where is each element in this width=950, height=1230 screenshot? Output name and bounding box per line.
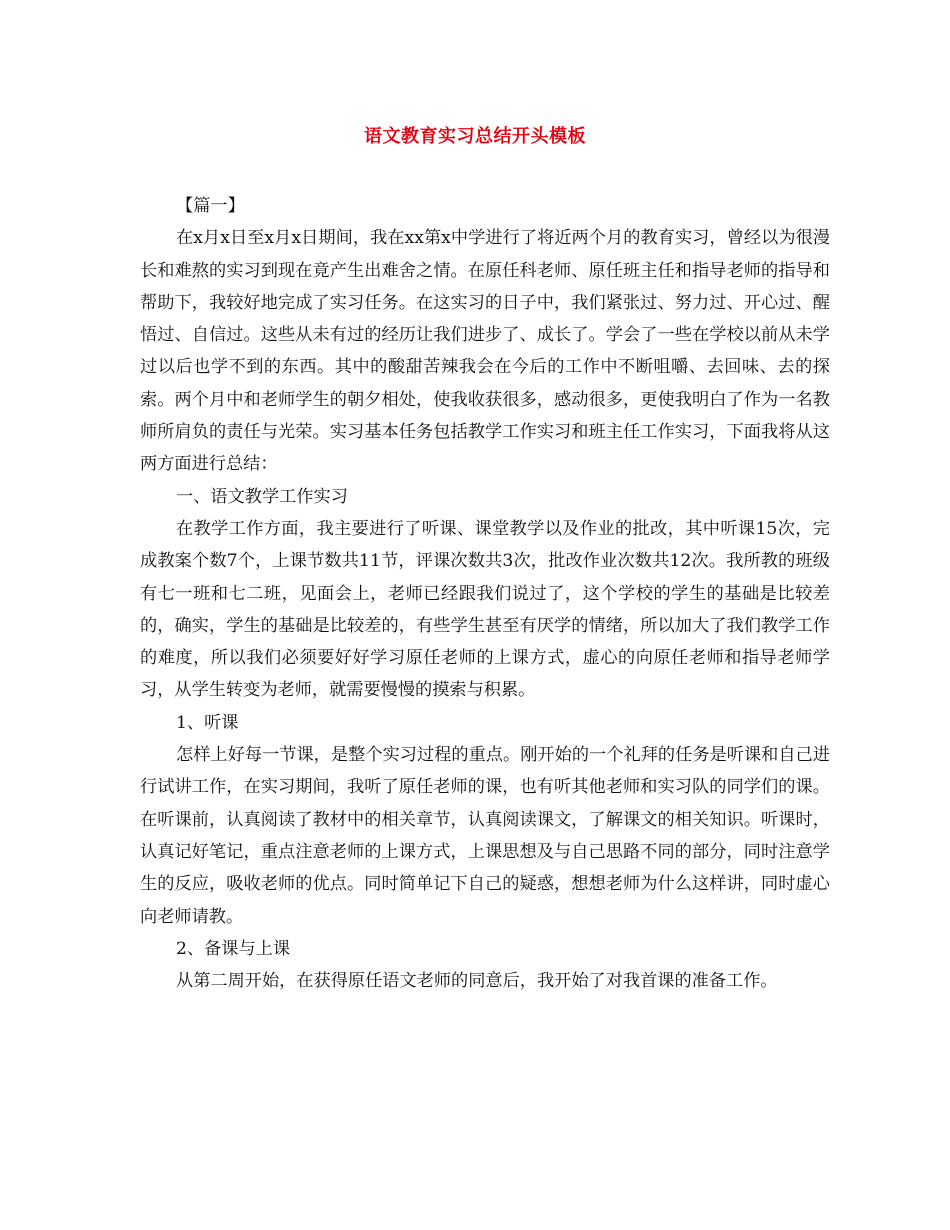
section-heading-part-one: 【篇一】 bbox=[176, 196, 245, 216]
document-title: 语文教育实习总结开头模板 bbox=[364, 126, 586, 147]
intro-paragraph: 在x月x日至x月x日期间，我在xx第x中学进行了将近两个月的教育实习，曾经以为很漫长和难熬的实习到现在竟产生出难舍之情。在原任科老师、原任班主任和指导老师的指导和帮助下，我较好地完成了实习任务。在这实习的日子中，我们紧张过、努力过、开心过、醒悟过、自信过。这些从未有过的经历让我们进步了、成长了。学会了一些在学校以前从未学过以后也学不到的东西。其中的酸甜苦辣我会在今后的工作中不断咀嚼、去回味、去的探索。两个月中和老师学生的朝夕相处，使我收获很多，感动很多，更使我明白了作为一名教师所肩负的责任与光荣。实习基本任务包括教学工作实习和班主任工作实习，下面我将从这两方面进行总结： bbox=[140, 228, 830, 475]
document-body bbox=[140, 190, 830, 997]
teaching-practice-paragraph: 在教学工作方面，我主要进行了听课、课堂教学以及作业的批改，其中听课15次，完成教案个数7个，上课节数共11节，评课次数共3次，批改作业次数共12次。我所教的班级有七一班和七二班，见面会上，老师已经跟我们说过了，这个学校的学生的基础是比较差的，确实，学生的基础是比较差的，有些学生甚至有厌学的情绪，所以加大了我们教学工作的难度，所以我们必须要好好学习原任老师的上课方式，虚心的向原任老师和指导老师学习，从学生转变为老师，就需要慢慢的摸索与积累。 bbox=[140, 518, 830, 701]
section-heading-teaching-practice: 一、语文教学工作实习 bbox=[176, 486, 348, 507]
subheading-lesson-preparation: 2、备课与上课 bbox=[176, 938, 291, 959]
subheading-lesson-observation: 1、听课 bbox=[176, 712, 239, 733]
lesson-observation-paragraph: 怎样上好每一节课，是整个实习过程的重点。刚开始的一个礼拜的任务是听课和自己进行试讲工作，在实习期间，我听了原任老师的课，也有听其他老师和实习队的同学们的课。在听课前，认真阅读了教材中的相关章节，认真阅读课文，了解课文的相关知识。听课时，认真记好笔记，重点注意老师的上课方式，上课思想及与自己思路不同的部分，同时注意学生的反应，吸收老师的优点。同时简单记下自己的疑惑，想想老师为什么这样讲，同时虚心向老师请教。 bbox=[140, 745, 830, 927]
lesson-preparation-paragraph: 从第二周开始，在获得原任语文老师的同意后，我开始了对我首课的准备工作。 bbox=[176, 971, 778, 992]
